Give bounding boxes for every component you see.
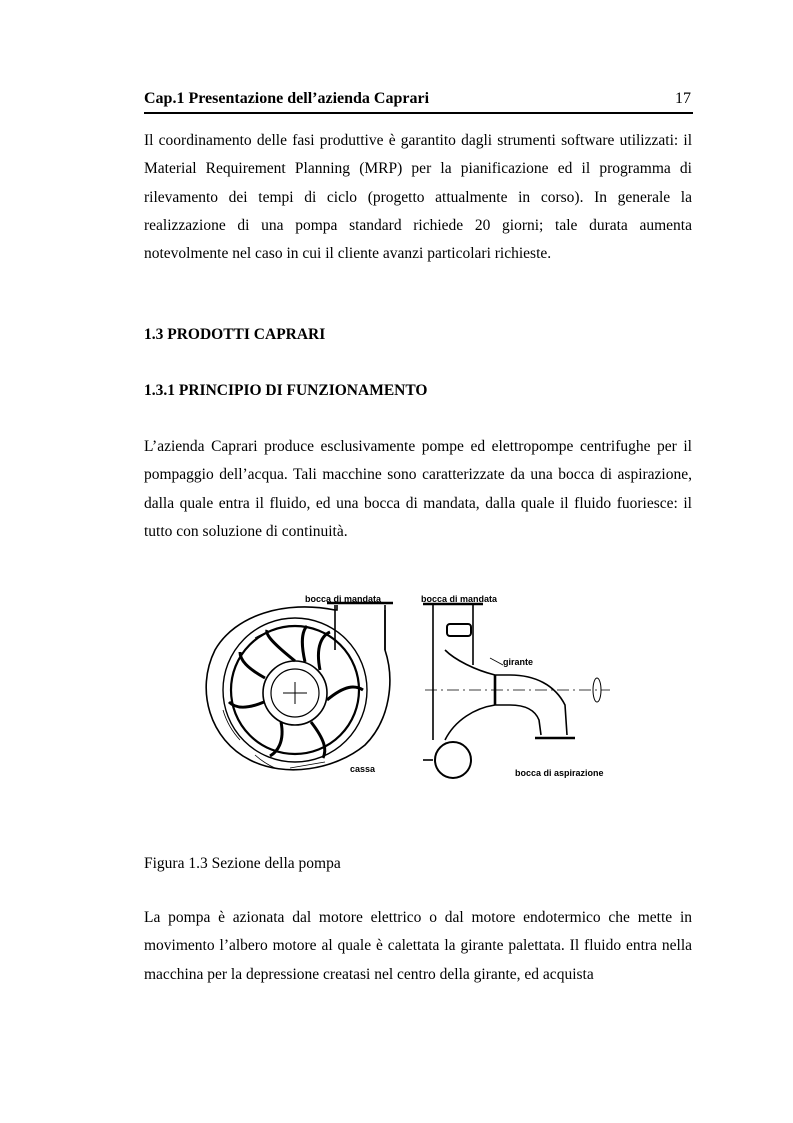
figure-caption: Figura 1.3 Sezione della pompa <box>144 855 341 872</box>
chapter-title: Cap.1 Presentazione dell’azienda Caprari <box>144 90 430 107</box>
page-number: 17 <box>675 90 691 107</box>
paragraph-intro: Il coordinamento delle fasi produttive è garantito dagli strumenti software utilizzati: il Material Requirement Planning (MRP) per la pianificazione ed il programma di rilevamento dei tempi di ciclo (progetto attualmente in corso). In generale la realizzazione di una pompa standard richiede 20 giorni; tale durata aumenta notevolmente nel caso in cui il cliente avanzi particolari richieste. <box>144 132 692 263</box>
section-heading: 1.3 PRODOTTI CAPRARI <box>144 326 326 343</box>
paragraph-principle: L’azienda Caprari produce esclusivamente pompe ed elettropompe centrifughe per il pompaggio dell’acqua. Tali macchine sono caratterizzate da una bocca di aspirazione, dalla quale entra il fluido, ed una bocca di mandata, dalla quale il fluido fuoriesce: il tutto con soluzione di continuità. <box>144 438 692 540</box>
paragraph-operation: La pompa è azionata dal motore elettrico o dal motore endotermico che mette in movimento l’albero motore al quale è calettata la girante palettata. Il fluido entra nella macchina per la depressione creatasi nel centro della girante, ed acquista <box>144 909 692 983</box>
volute-casing <box>206 605 390 770</box>
label-bocca-aspirazione: bocca di aspirazione <box>515 768 604 778</box>
label-bocca-mandata-left: bocca di mandata <box>305 594 382 604</box>
pump-section-figure <box>195 590 625 805</box>
running-header <box>144 90 693 114</box>
label-girante: girante <box>503 657 534 667</box>
label-bocca-mandata-right: bocca di mandata <box>421 594 498 604</box>
label-cassa: cassa <box>350 764 376 774</box>
subsection-heading: 1.3.1 PRINCIPIO DI FUNZIONAMENTO <box>144 382 428 399</box>
